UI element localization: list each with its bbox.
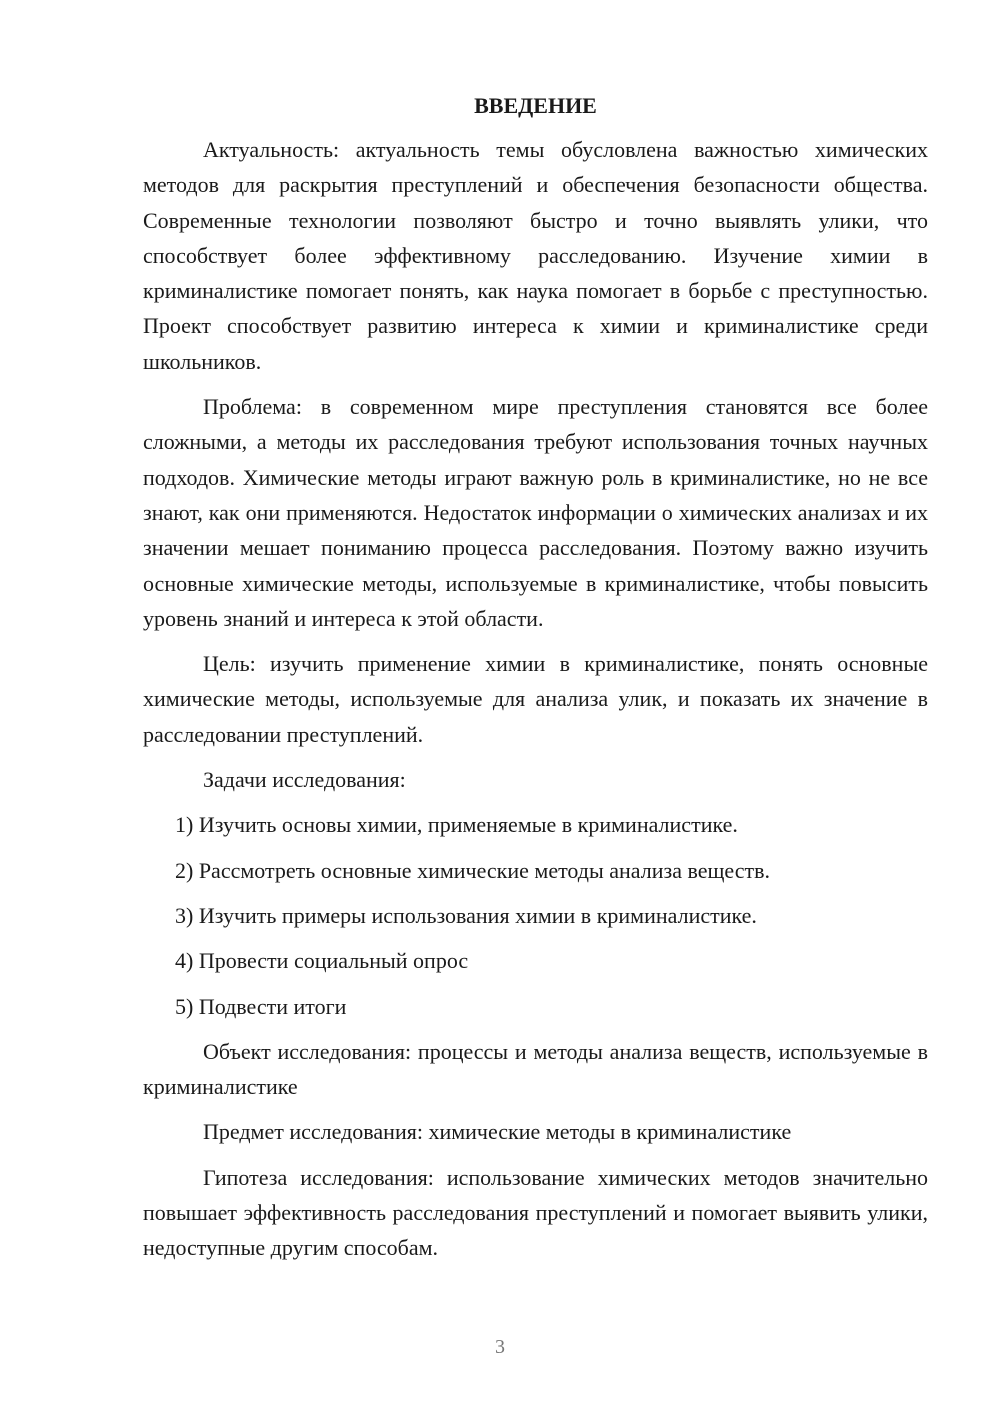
hypothesis-paragraph: Гипотеза исследования: использование химических методов значительно повышает эффективность расследования преступлений и помогает выявить улики, недоступные другим способам. xyxy=(143,1164,928,1261)
relevance-paragraph: Актуальность: актуальность темы обусловлена важностью химических методов для раскрытия преступлений и обеспечения безопасности общества. Современные технологии позволяют быстро и точно выявлять улики, что способствует более эффективному расследованию. Изучение химии в криминалистике помогает понять, как наука помогает в борьбе с преступностью. Проект способствует развитию интереса к химии и криминалистике среди школьников. xyxy=(143,137,928,374)
page-title: ВВЕДЕНИЕ xyxy=(474,93,597,118)
list-item: 3) Изучить примеры использования химии в криминалистике. xyxy=(175,902,757,928)
list-item: 1) Изучить основы химии, применяемые в криминалистике. xyxy=(175,812,738,838)
problem-paragraph: Проблема: в современном мире преступления становятся все более сложными, а методы их расследования требуют использования точных научных подходов. Химические методы играют важную роль в криминалистике, но не все знают, как они применяются. Недостаток информации о химических анализах и их значении мешает пониманию процесса расследования. Поэтому важно изучить основные химические методы, используемые в криминалистике, чтобы повысить уровень знаний и интереса к этой области. xyxy=(143,394,928,631)
tasks-list xyxy=(143,807,928,1023)
page-number: 3 xyxy=(495,1336,505,1358)
list-item: 5) Подвести итоги xyxy=(175,993,347,1019)
goal-paragraph: Цель: изучить применение химии в криминалистике, понять основные химические методы, используемые для анализа улик, и показать их значение в расследовании преступлений. xyxy=(143,651,928,747)
tasks-heading: Задачи исследования: xyxy=(203,767,406,793)
list-item: 2) Рассмотреть основные химические методы анализа веществ. xyxy=(175,857,771,883)
subject-paragraph: Предмет исследования: химические методы в криминалистике xyxy=(203,1119,792,1145)
list-item: 4) Провести социальный опрос xyxy=(175,948,469,974)
object-paragraph: Объект исследования: процессы и методы анализа веществ, используемые в криминалистике xyxy=(143,1038,928,1100)
page-content xyxy=(143,90,928,1266)
